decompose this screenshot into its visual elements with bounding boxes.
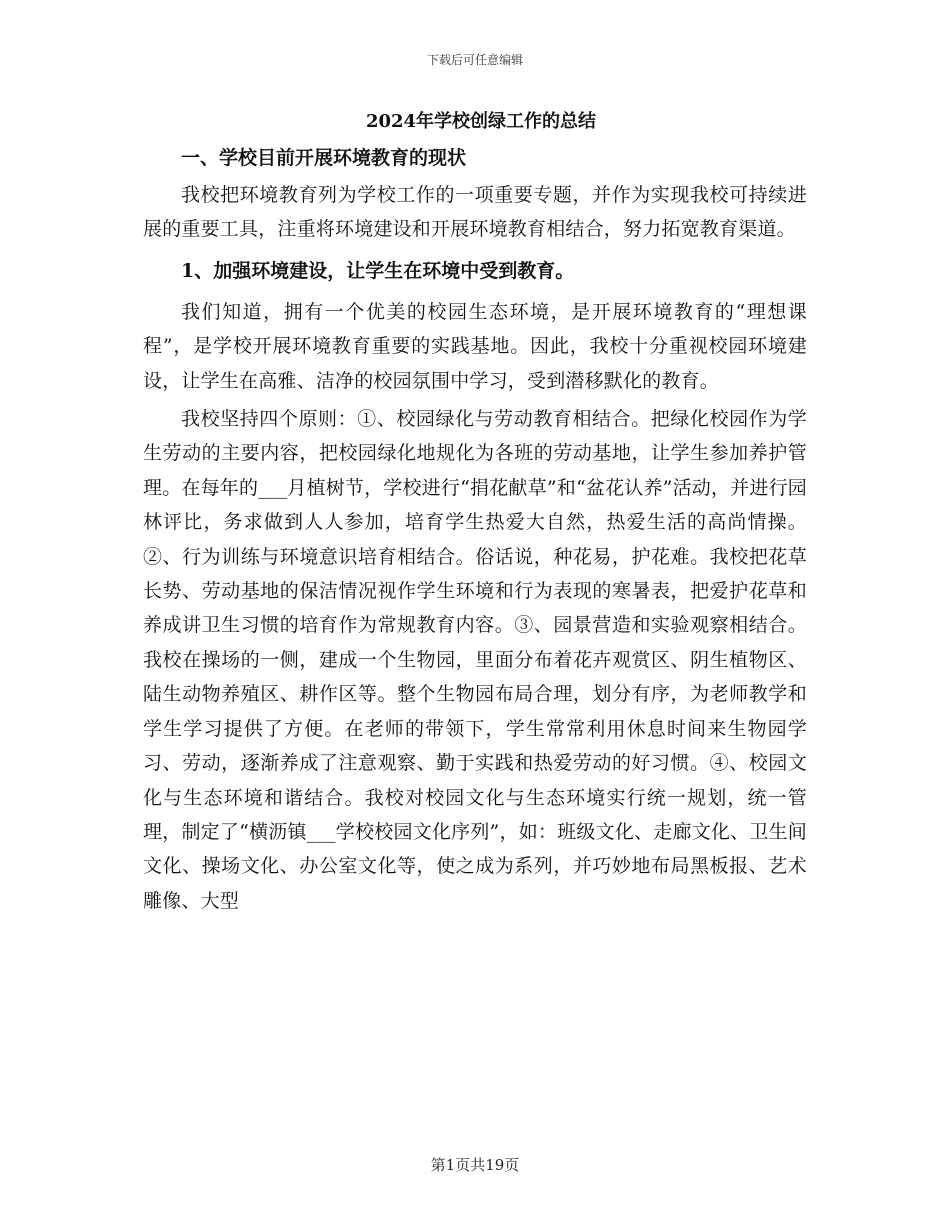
document-body bbox=[143, 106, 807, 918]
paragraph-2: 我们知道，拥有一个优美的校园生态环境，是开展环境教育的“理想课程”，是学校开展环境教育重要的实践基地。因此，我校十分重视校园环境建设，让学生在高雅、洁净的校园氛围中学习，受到潜移默化的教育。 bbox=[143, 300, 807, 392]
paragraph-3: 我校坚持四个原则：①、校园绿化与劳动教育相结合。把绿化校园作为学生劳动的主要内容，把校园绿化地规化为各班的劳动基地，让学生参加养护管理。在每年的___月植树节，学校进行“捐花献草”和“盆花认养”活动，并进行园林评比，务求做到人人参加，培育学生热爱大自然，热爱生活的高尚情操。②、行为训练与环境意识培育相结合。俗话说，种花易，护花难。我校把花草长势、劳动基地的保洁情况视作学生环境和行为表现的寒暑表，把爱护花草和养成讲卫生习惯的培育作为常规教育内容。③、园景营造和实验观察相结合。我校在操场的一侧，建成一个生物园，里面分布着花卉观赏区、阴生植物区、陆生动物养殖区、耕作区等。整个生物园布局合理，划分有序，为老师教学和学生学习提供了方便。在老师的带领下，学生常常利用休息时间来生物园学习、劳动，逐渐养成了注意观察、勤于实践和热爱劳动的好习惯。④、校园文化与生态环境和谐结合。我校对校园文化与生态环境实行统一规划，统一管理，制定了“横沥镇___学校校园文化序列”，如：班级文化、走廊文化、卫生间文化、操场文化、办公室文化等，使之成为系列，并巧妙地布局黑板报、艺术雕像、大型 bbox=[143, 408, 807, 912]
page-header: 下载后可任意编辑 bbox=[426, 53, 523, 67]
section-heading: 一、学校目前开展环境教育的现状 bbox=[181, 147, 467, 169]
paragraph-1: 我校把环境教育列为学校工作的一项重要专题，并作为实现我校可持续进展的重要工具，注重将环境建设和开展环境教育相结合，努力拓宽教育渠道。 bbox=[143, 184, 807, 241]
subheading-1: 1、加强环境建设，让学生在环境中受到教育。 bbox=[181, 259, 575, 282]
page-footer: 第1页共19页 bbox=[430, 1156, 520, 1174]
document-title: 2024年学校创绿工作的总结 bbox=[365, 111, 597, 132]
